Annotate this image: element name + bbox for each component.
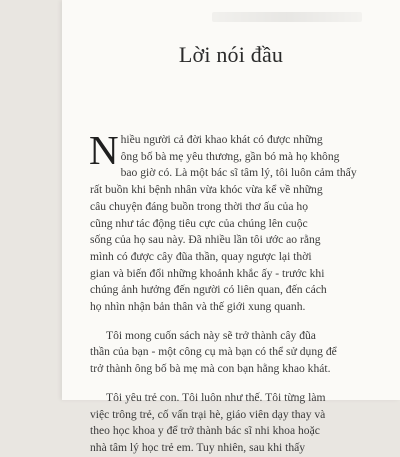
paragraph-line: mình có được cây đũa thần, quay ngược lại thời xyxy=(90,249,312,263)
paragraph-2 xyxy=(90,328,372,378)
paragraph-line: họ nhìn nhận bản thân và thế giới xung quanh. xyxy=(90,300,306,314)
paragraph-3 xyxy=(90,390,372,457)
book-page xyxy=(62,0,400,454)
paragraph-line: hiều người cả đời khao khát có được những xyxy=(120,133,323,146)
paragraph-line: chúng ảnh hưởng đến người có liên quan, đến cách xyxy=(90,283,327,297)
paragraph-line: gian và biến đổi những khoảnh khắc ấy - trước khi xyxy=(90,266,325,280)
paragraph-line: bao giờ có. Là một bác sĩ tâm lý, tôi luôn cảm thấy xyxy=(120,166,357,180)
bleed-through-shadow xyxy=(212,12,362,22)
paragraph-line: cũng như tác động tiêu cực của chúng lên cuộc xyxy=(90,216,308,230)
paragraph-line: rất buồn khi bệnh nhân vừa khóc vừa kể về những xyxy=(90,183,323,197)
paragraph-line: việc trông trẻ, cố vấn trại hè, giáo viên dạy thay và xyxy=(90,407,326,421)
paragraph-line: ông bố bà mẹ yêu thương, gần bó mà họ không xyxy=(120,149,340,163)
paragraph-line: câu chuyện đáng buồn trong thời thơ ấu của họ xyxy=(90,199,308,213)
paragraph-line: theo học khoa y để trở thành bác sĩ nhi khoa hoặc xyxy=(90,424,320,438)
paragraph-line: Tôi mong cuốn sách này sẽ trở thành cây đũa xyxy=(106,328,316,342)
paragraph-line: sống của họ sau này. Đã nhiều lần tôi ước ao rằng xyxy=(90,233,321,247)
page-body xyxy=(89,127,372,457)
paragraph-line: thần của bạn - một công cụ mà bạn có thể sử dụng để xyxy=(90,345,337,359)
paragraph-line: trở thành ông bố bà mẹ mà con bạn hằng khao khát. xyxy=(90,362,331,376)
paragraph-1 xyxy=(89,127,372,316)
paragraph-line: Tôi yêu trẻ con. Tôi luôn như thế. Tôi từng làm xyxy=(106,390,326,404)
page-title: Lời nói đầu xyxy=(178,42,284,67)
paragraph-line: nhà tâm lý học trẻ em. Tuy nhiên, sau khi thấy xyxy=(90,440,306,454)
drop-cap: N xyxy=(89,127,119,173)
